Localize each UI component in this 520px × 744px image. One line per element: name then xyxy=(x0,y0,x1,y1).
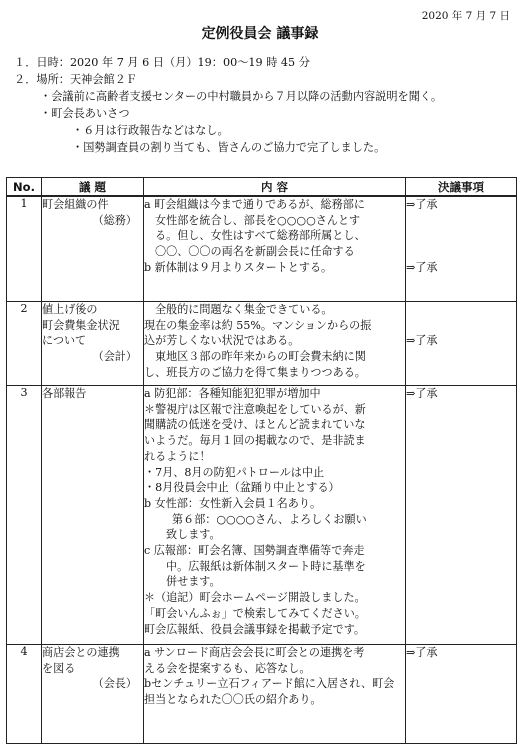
header-decision: 決議事項 xyxy=(406,178,517,197)
row-decision: ⇒了承 xyxy=(406,386,517,645)
row-number: 4 xyxy=(7,645,42,744)
meeting-location: ２．場所：天神会館２Ｆ xyxy=(14,73,138,86)
header-topic: 議 題 xyxy=(42,178,144,197)
row-topic: 値上げ後の 町会費集金状況 について （会計） xyxy=(42,302,144,386)
row-content: a 防犯部：各種知能犯犯罪が増加中 ＊警視庁は区報で注意喚起をしているが、新 聞購読の低迷を受け、ほとんど読まれていな いようだ。毎月１回の掲載なので、是非読ま れるように！ ・7月、8月の防犯パトロールは中止 ・8月役員会中止（盆踊り中止とする） b 女性部：女性新入会員１名あり。 第６部：○○○○さん、よろしくお願い 致します。 c 広報部：町会名簿、国勢調査準備等で奔走 中。広報紙は新体制スタート時に基準を 併せます。 ＊（追記）町会ホームページ開設しました。 「町会いんふぉ」で検索してみてください。 町会広報紙、役員会議事録を掲載予定です。 xyxy=(144,386,406,645)
chair-greeting: ・町会長あいさつ xyxy=(40,107,130,120)
document-date: 2020 年 7 月 7 日 xyxy=(421,10,510,22)
row-number: 1 xyxy=(7,196,42,302)
minutes-table xyxy=(6,177,517,744)
header-no: No. xyxy=(7,178,42,197)
row-decision: ⇒了承 xyxy=(406,302,517,386)
table-row xyxy=(7,302,517,386)
topic-owner: （総務） xyxy=(92,213,137,227)
header-content: 内 容 xyxy=(144,178,406,197)
row-topic: 商店会との連携 を図る （会長） xyxy=(42,645,144,744)
table-row xyxy=(7,386,517,645)
greeting-point-1: ・６月は行政報告などはなし。 xyxy=(72,124,229,137)
row-topic: 町会組織の件 （総務） xyxy=(42,196,144,302)
row-content: a サンロード商店会会長に町会との連携を考 える会を提案するも、応答なし。 bセンチュリー立石フィアード館に入居され、町会 担当となられた〇〇氏の紹介あり。 xyxy=(144,645,406,744)
table-row xyxy=(7,196,517,302)
topic-owner: （会計） xyxy=(92,350,137,364)
topic-owner: （会長） xyxy=(92,677,137,691)
pre-meeting-note: ・会議前に高齢者支援センターの中村職員から７月以降の活動内容説明を聞く。 xyxy=(40,90,443,103)
table-header-row xyxy=(7,178,517,197)
row-content: a 町会組織は今まで通りであるが、総務部に 女性部を統合し、部長を○○○○さんとす る。但し、女性はすべて総務部所属とし、 〇〇、〇〇の両名を新副会長に任命する b 新体制は９月よりスタートとする。 xyxy=(144,196,406,302)
row-decision: ⇒了承 xyxy=(406,645,517,744)
document-title: 定例役員会 議事録 xyxy=(201,26,319,42)
row-decision: ⇒了承 ⇒了承 xyxy=(406,196,517,302)
meeting-datetime: １．日時：2020 年 7 月 6 日（月）19：00〜19 時 45 分 xyxy=(14,56,310,69)
table-row xyxy=(7,645,517,744)
row-content: 全般的に問題なく集金できている。 現在の集金率は約 55%。マンションからの振 込が芳しくない状況ではある。 東地区３部の昨年来からの町会費未納に関 し、班長方のご協力を得て集まりつつある。 xyxy=(144,302,406,386)
greeting-point-2: ・国勢調査員の割り当ても、皆さんのご協力で完了しました。 xyxy=(72,141,386,154)
meeting-info xyxy=(14,54,442,156)
row-number: 2 xyxy=(7,302,42,386)
row-topic: 各部報告 xyxy=(42,386,144,645)
row-number: 3 xyxy=(7,386,42,645)
